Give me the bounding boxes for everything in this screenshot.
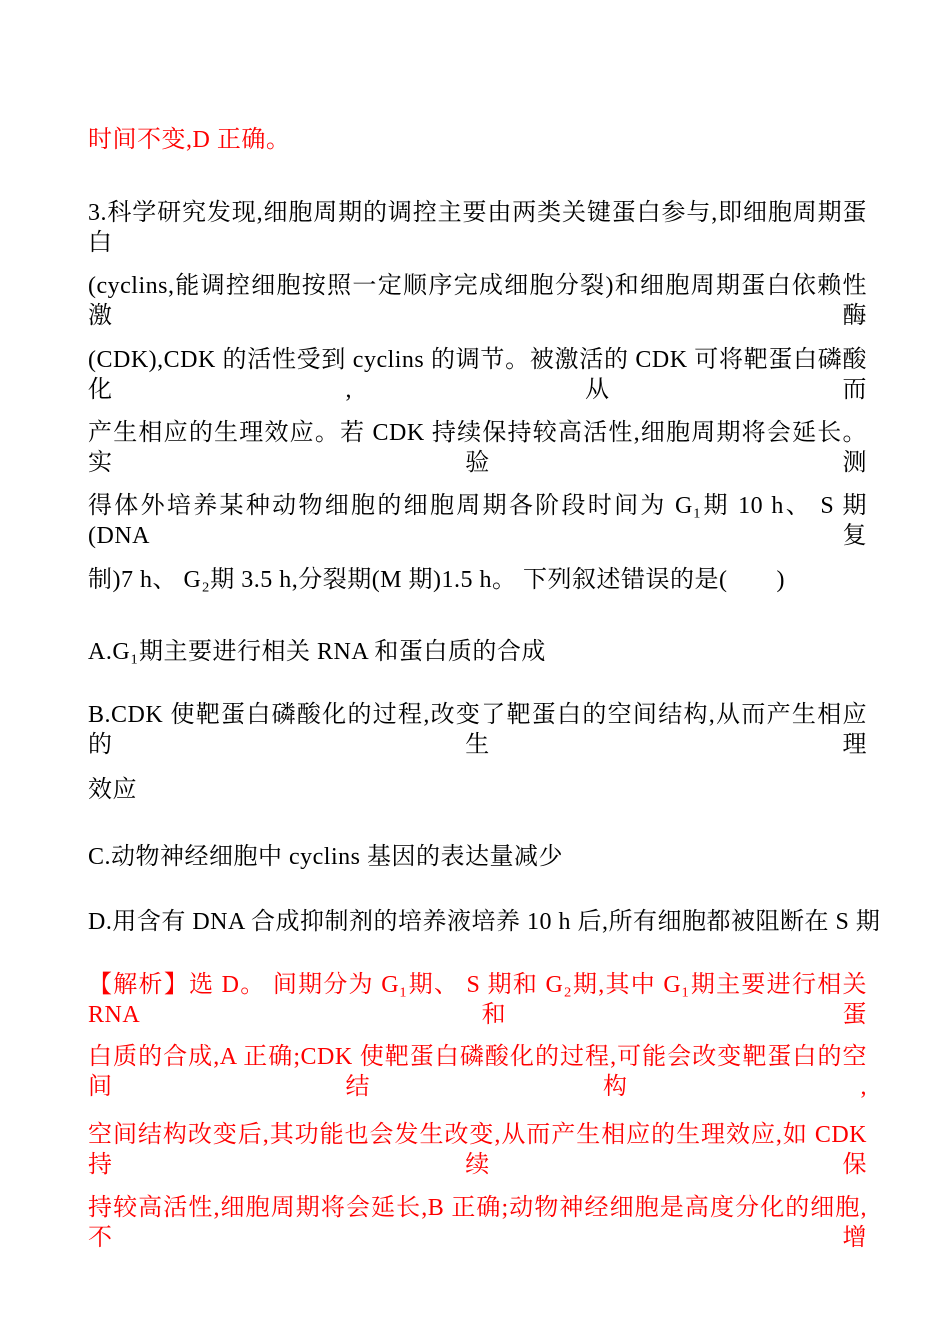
- analysis-line-2: 白质的合成,A 正确;CDK 使靶蛋白磷酸化的过程,可能会改变靶蛋白的空间结构,: [88, 1044, 867, 1100]
- option-d: D.用含有 DNA 合成抑制剂的培养液培养 10 h 后,所有细胞都被阻断在 S 期: [88, 909, 881, 935]
- option-b-line-2: 效应: [88, 777, 137, 803]
- answer-tail-line: 时间不变,D 正确。: [88, 127, 291, 153]
- analysis-line-3: 空间结构改变后,其功能也会发生改变,从而产生相应的生理效应,如 CDK 持续保: [88, 1122, 867, 1178]
- option-c: C.动物神经细胞中 cyclins 基因的表达量减少: [88, 844, 563, 870]
- question-3-stem-line-4: 产生相应的生理效应。若 CDK 持续保持较高活性,细胞周期将会延长。实验测: [88, 420, 867, 476]
- question-3-stem-line-6: 制)7 h、 G₂期 3.5 h,分裂期(M 期)1.5 h。 下列叙述错误的是( ): [88, 567, 785, 593]
- question-3-stem-line-2: (cyclins,能调控细胞按照一定顺序完成细胞分裂)和细胞周期蛋白依赖性激酶: [88, 273, 867, 329]
- question-3-stem-line-5: 得体外培养某种动物细胞的细胞周期各阶段时间为 G₁期 10 h、 S 期(DNA 复: [88, 493, 867, 549]
- question-3-stem-line-1: 3.科学研究发现,细胞周期的调控主要由两类关键蛋白参与,即细胞周期蛋白: [88, 200, 867, 256]
- analysis-line-4: 持较高活性,细胞周期将会延长,B 正确;动物神经细胞是高度分化的细胞,不增: [88, 1195, 867, 1251]
- analysis-line-1: 【解析】选 D。 间期分为 G₁期、 S 期和 G₂期,其中 G₁期主要进行相关 RNA 和蛋: [88, 972, 867, 1028]
- option-a: A.G₁期主要进行相关 RNA 和蛋白质的合成: [88, 639, 546, 665]
- question-3-stem-line-3: (CDK),CDK 的活性受到 cyclins 的调节。被激活的 CDK 可将靶蛋白磷酸化,从而: [88, 347, 867, 403]
- option-b-line-1: B.CDK 使靶蛋白磷酸化的过程,改变了靶蛋白的空间结构,从而产生相应的生理: [88, 702, 867, 758]
